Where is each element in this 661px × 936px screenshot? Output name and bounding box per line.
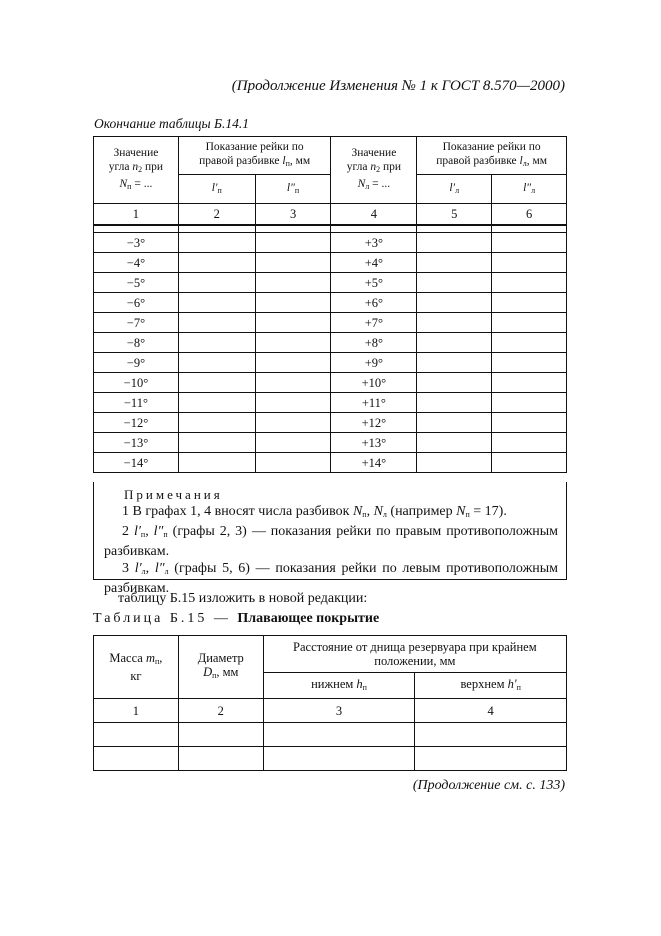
angle-left-cell: −3° <box>94 233 179 253</box>
empty-cell <box>255 393 331 413</box>
col2-subheader: $l'_п$ <box>178 175 255 204</box>
angle-right-cell: +8° <box>331 333 417 353</box>
empty-cell <box>178 273 255 293</box>
empty-cell <box>492 433 567 453</box>
empty-cell <box>178 233 255 253</box>
empty-cell <box>417 273 492 293</box>
t2-empty-row <box>94 723 567 747</box>
page-header: (Продолжение Изменения № 1 к ГОСТ 8.570—2000) <box>231 78 565 94</box>
note-3: 3 $l'_л$, $l''_л$ (графы 5, 6) — показания рейки по левым противоположным разбивкам. <box>104 561 558 596</box>
col1-header: Значение угла $n_2$ при $N_п$ = ... <box>94 137 179 204</box>
angle-left-cell: −4° <box>94 253 179 273</box>
col23-header: Показание рейки по правой разбивке $l_п$, мм <box>178 137 331 175</box>
col-number: 5 <box>417 204 492 226</box>
empty-cell <box>492 293 567 313</box>
empty-cell <box>492 333 567 353</box>
empty-cell <box>178 393 255 413</box>
table-row <box>94 353 567 373</box>
t2-col3-subheader: нижнем $h_п$ <box>263 673 415 699</box>
angle-left-cell: −9° <box>94 353 179 373</box>
angle-right-cell: +5° <box>331 273 417 293</box>
col-number: 6 <box>492 204 567 226</box>
table-b14-1 <box>93 136 567 473</box>
table-row <box>94 253 567 273</box>
empty-cell <box>417 453 492 473</box>
angle-right-cell: +11° <box>331 393 417 413</box>
angle-left-cell: −13° <box>94 433 179 453</box>
col-number: 1 <box>94 204 179 226</box>
note-1: 1 В графах 1, 4 вносят числа разбивок $N_п$, $N_л$ (например $N_п = 17$). <box>122 504 507 519</box>
empty-cell <box>255 273 331 293</box>
empty-cell <box>255 293 331 313</box>
table1-caption: Окончание таблицы Б.14.1 <box>94 116 249 131</box>
angle-right-cell: +13° <box>331 433 417 453</box>
table-row <box>94 313 567 333</box>
empty-cell <box>417 393 492 413</box>
empty-cell <box>178 373 255 393</box>
t2-col1-header: Масса $m_п$, кг <box>94 636 179 699</box>
col6-subheader: $l''_л$ <box>492 175 567 204</box>
table-row <box>94 373 567 393</box>
t2-col-number: 3 <box>263 699 415 723</box>
col-number: 2 <box>178 204 255 226</box>
empty-cell <box>178 453 255 473</box>
col-number: 4 <box>331 204 417 226</box>
empty-cell <box>178 413 255 433</box>
note-2: 2 $l'_п$, $l''_п$ (графы 2, 3) — показания рейки по правым противоположным разбивкам. <box>104 524 558 559</box>
empty-cell <box>255 373 331 393</box>
empty-cell <box>255 353 331 373</box>
table-b15 <box>93 635 567 771</box>
angle-left-cell: −5° <box>94 273 179 293</box>
table-row <box>94 293 567 313</box>
empty-cell <box>417 413 492 433</box>
table1-body <box>94 233 567 473</box>
empty-cell <box>492 273 567 293</box>
angle-right-cell: +10° <box>331 373 417 393</box>
empty-cell <box>492 233 567 253</box>
col-number: 3 <box>255 204 331 226</box>
empty-cell <box>417 353 492 373</box>
t2-empty-row <box>94 747 567 771</box>
empty-cell <box>255 233 331 253</box>
empty-cell <box>417 233 492 253</box>
angle-left-cell: −6° <box>94 293 179 313</box>
empty-cell <box>417 293 492 313</box>
empty-cell <box>255 413 331 433</box>
angle-right-cell: +12° <box>331 413 417 433</box>
empty-cell <box>492 393 567 413</box>
empty-cell <box>417 333 492 353</box>
empty-cell <box>255 433 331 453</box>
angle-left-cell: −10° <box>94 373 179 393</box>
angle-right-cell: +9° <box>331 353 417 373</box>
page-footer: (Продолжение см. с. 133) <box>412 778 565 793</box>
col4-header: Значение угла $n_2$ при $N_л$ = ... <box>331 137 417 204</box>
empty-cell <box>417 433 492 453</box>
angle-left-cell: −8° <box>94 333 179 353</box>
table1-notes <box>93 482 567 596</box>
table-row <box>94 233 567 253</box>
angle-left-cell: −7° <box>94 313 179 333</box>
t2-col34-header: Расстояние от днища резервуара при крайнем положении, мм <box>263 636 566 673</box>
empty-cell <box>417 313 492 333</box>
table-row <box>94 393 567 413</box>
t2-col-number: 4 <box>415 699 567 723</box>
empty-cell <box>178 433 255 453</box>
table2-caption-prefix: Таблица Б.15 — <box>93 611 238 626</box>
col3-subheader: $l''_п$ <box>255 175 331 204</box>
empty-cell <box>255 453 331 473</box>
empty-cell <box>492 373 567 393</box>
angle-right-cell: +4° <box>331 253 417 273</box>
table2-caption <box>93 611 379 627</box>
empty-cell <box>178 353 255 373</box>
t2-col-number: 2 <box>178 699 263 723</box>
empty-cell <box>178 313 255 333</box>
empty-cell <box>178 333 255 353</box>
notes-title: Примечания <box>124 487 223 502</box>
t2-col-number: 1 <box>94 699 179 723</box>
angle-right-cell: +14° <box>331 453 417 473</box>
empty-cell <box>492 453 567 473</box>
empty-cell <box>255 253 331 273</box>
table-row <box>94 333 567 353</box>
angle-right-cell: +6° <box>331 293 417 313</box>
empty-cell <box>255 313 331 333</box>
angle-right-cell: +7° <box>331 313 417 333</box>
table-row <box>94 453 567 473</box>
table2-caption-title: Плавающее покрытие <box>237 611 380 626</box>
t2-col4-subheader: верхнем $h'_п$ <box>415 673 567 699</box>
col56-header: Показание рейки по правой разбивке $l_л$, мм <box>417 137 567 175</box>
intro-text: таблицу Б.15 изложить в новой редакции: <box>118 591 368 606</box>
empty-cell <box>492 253 567 273</box>
col5-subheader: $l'_л$ <box>417 175 492 204</box>
empty-cell <box>255 333 331 353</box>
table-row <box>94 433 567 453</box>
empty-cell <box>417 373 492 393</box>
empty-cell <box>492 353 567 373</box>
empty-cell <box>417 253 492 273</box>
empty-cell <box>492 413 567 433</box>
angle-left-cell: −11° <box>94 393 179 413</box>
angle-left-cell: −14° <box>94 453 179 473</box>
table-row <box>94 273 567 293</box>
empty-cell <box>178 253 255 273</box>
t2-col2-header: Диаметр $D_п$, мм <box>178 636 263 699</box>
empty-cell <box>178 293 255 313</box>
table-row <box>94 413 567 433</box>
angle-right-cell: +3° <box>331 233 417 253</box>
angle-left-cell: −12° <box>94 413 179 433</box>
empty-cell <box>492 313 567 333</box>
